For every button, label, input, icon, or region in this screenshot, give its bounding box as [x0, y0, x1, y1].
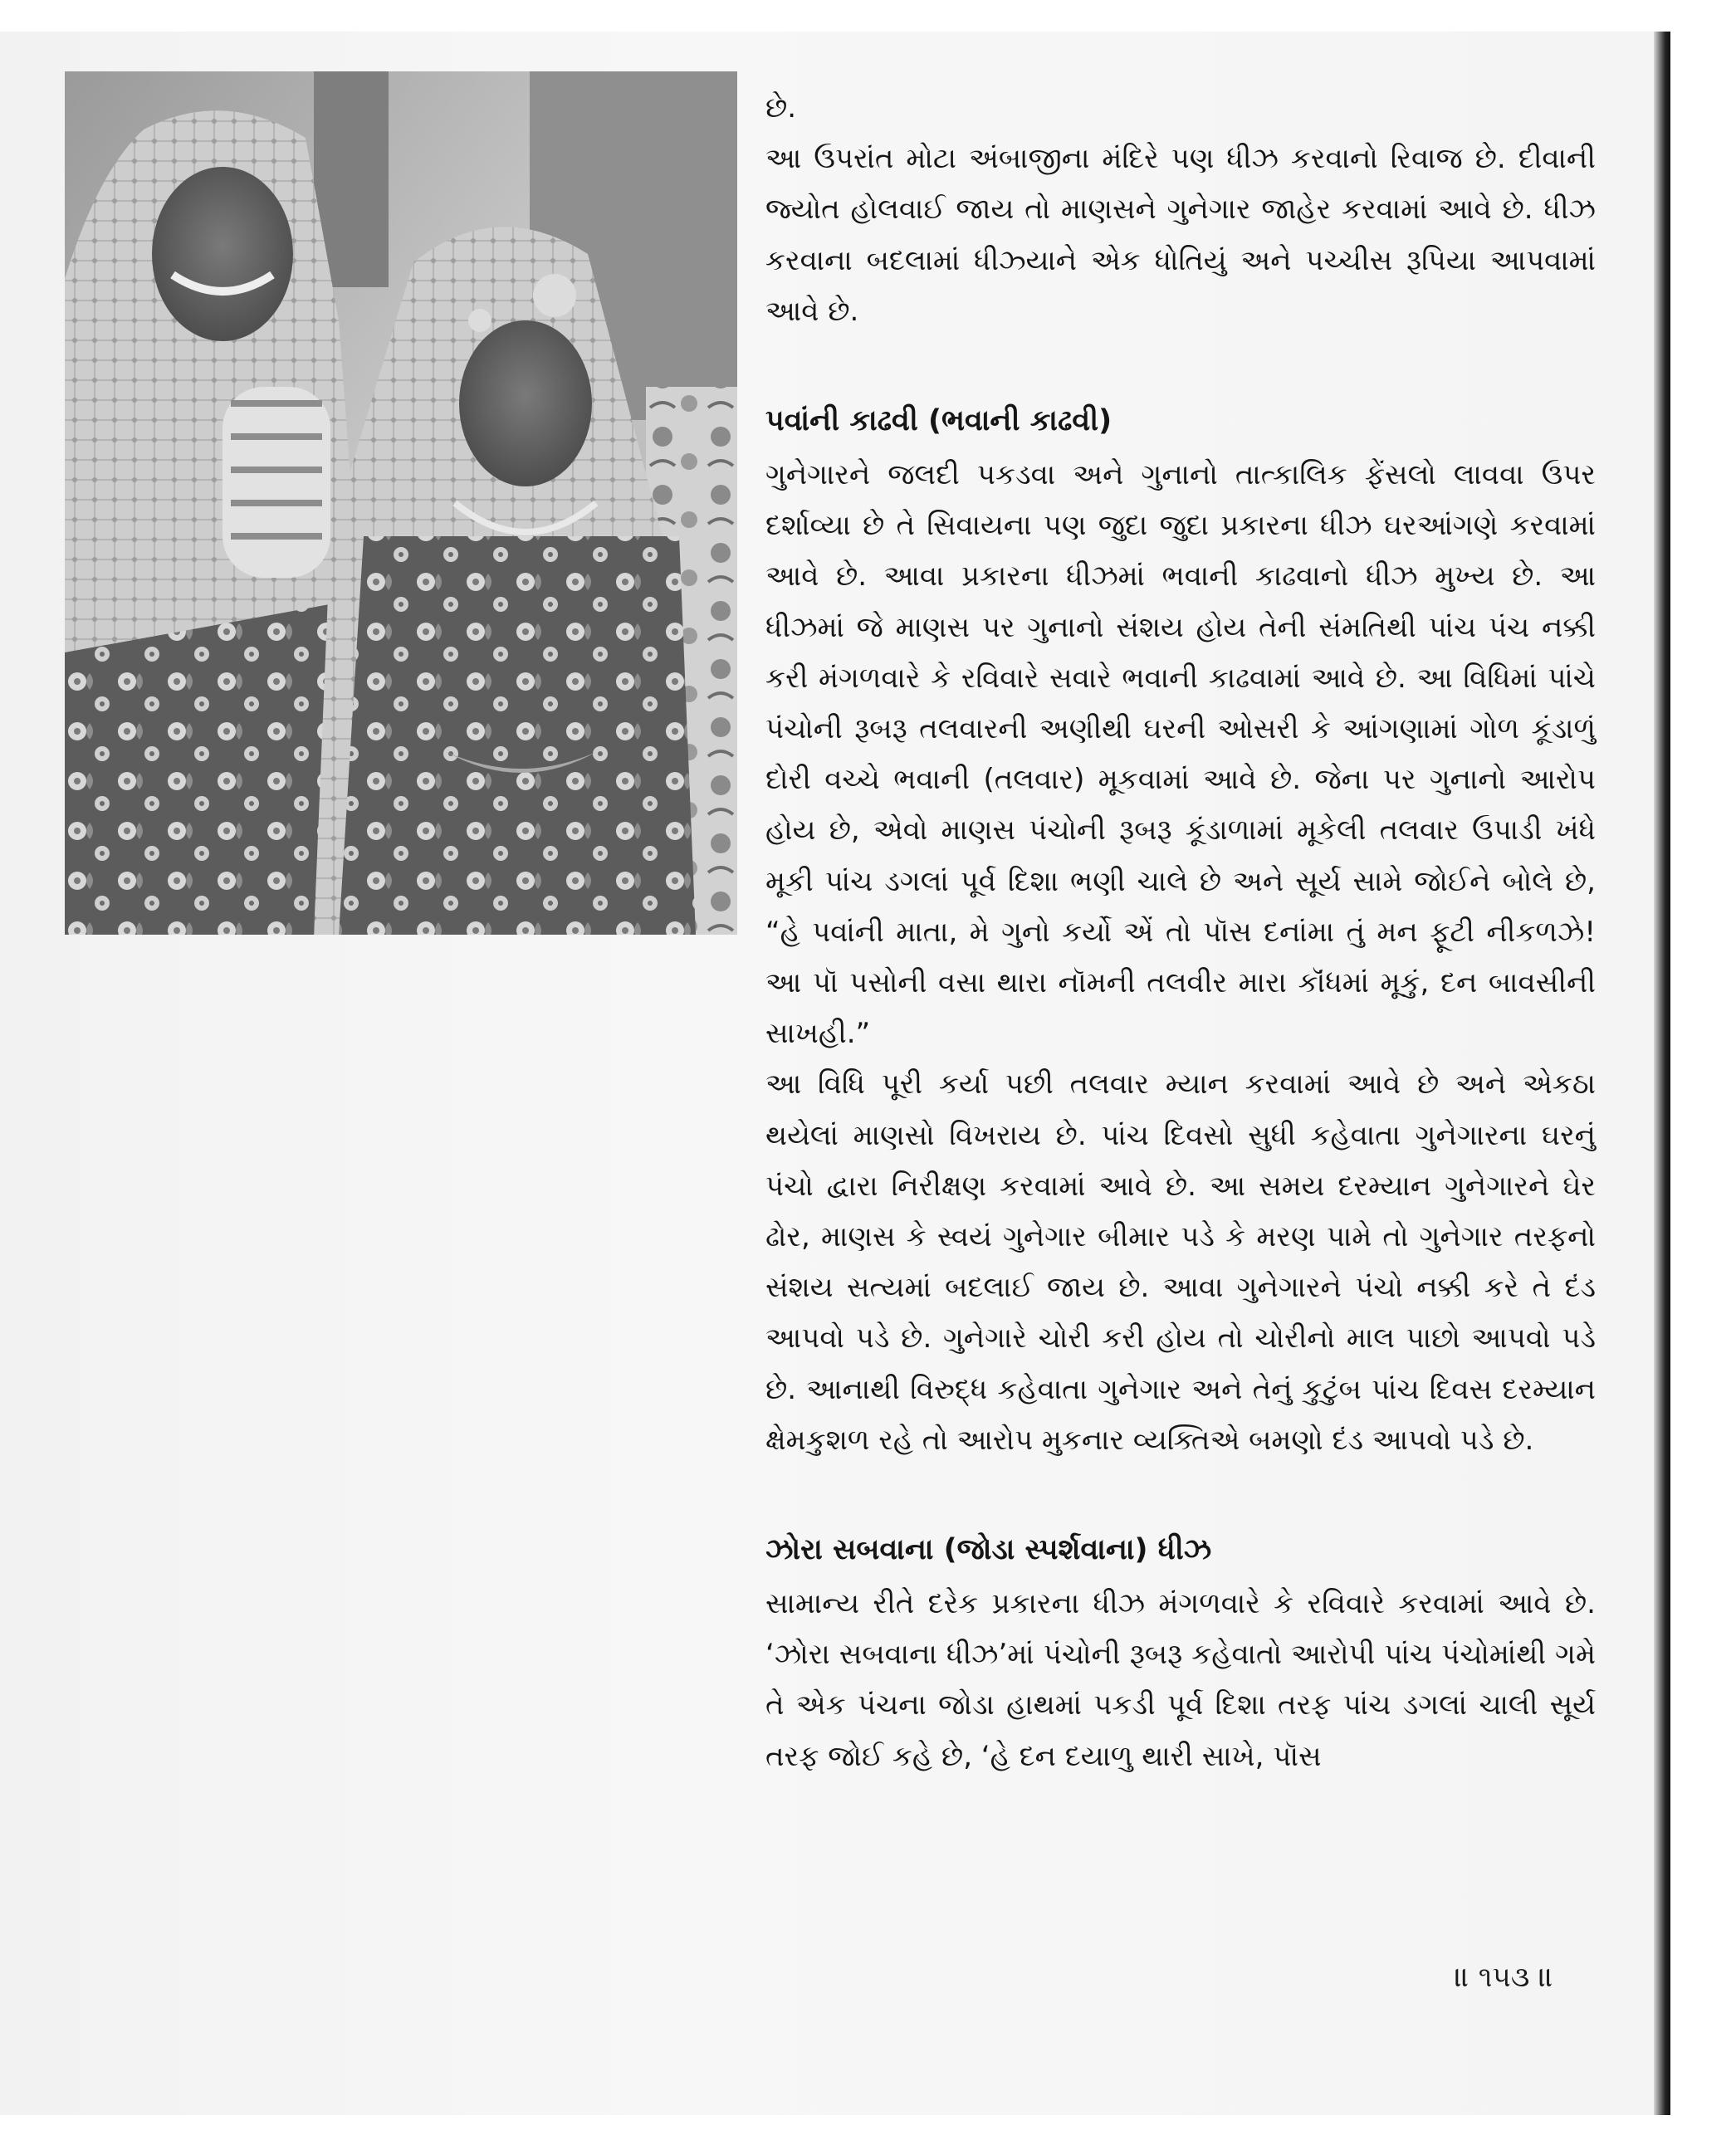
page-edge-shadow: [1654, 32, 1670, 2115]
section-1-paragraph-0: ગુનેગારને જલદી પકડવા અને ગુનાનો તાત્કાલિક ફેંસલો લાવવા ઉપર દર્શાવ્યા છે તે સિવાયના પણ જુદા જુદા પ્રકારના ધીઝ ઘરઆંગણે કરવામાં આવે છે. આવા પ્રકારના ધીઝમાં ભવાની કાઢવાનો ધીઝ મુખ્ય છે. આ ધીઝમાં જે માણસ પર ગુનાનો સંશય હોય તેની સંમતિથી પાંચ પંચ નક્કી કરી મંગળવારે કે રવિવારે સવારે ભવાની કાઢવામાં આવે છે. આ વિધિમાં પાંચે પંચોની રૂબરૂ તલવારની અણીથી ઘરની ઓસરી કે આંગણામાં ગોળ કૂંડાળું દોરી વચ્ચે ભવાની (તલવાર) મૂકવામાં આવે છે. જેના પર ગુનાનો આરોપ હોય છે, એવો માણસ પંચોની રૂબરૂ કૂંડાળામાં મૂકેલી તલવાર ઉપાડી ખંધે મૂકી પાંચ ડગલાં પૂર્વ દિશા ભણી ચાલે છે અને સૂર્ય સામે જોઈને બોલે છે, “હે પવાંની માતા, મે ગુનો કર્યો એં તો પૉસ દનાંમા તું મન ફૂટી નીકળઝે! આ પૉ પસોની વસા થારા નૉમની તલવીર મારા કૉંધમાં મૂકું, દન બાવસીની સાખહી.”: [765, 458, 1596, 1051]
section-0-paragraph-0: છે.: [765, 91, 797, 125]
section-1-paragraph-1: આ વિધિ પૂરી કર્યા પછી તલવાર મ્યાન કરવામાં આવે છે અને એકઠા થયેલાં માણસો વિખરાય છે. પાંચ દિવસો સુધી કહેવાતા ગુનેગારના ઘરનું પંચો દ્વારા નિરીક્ષણ કરવામાં આવે છે. આ સમય દરમ્યાન ગુનેગારને ઘેર ઢોર, માણસ કે સ્વયં ગુનેગાર બીમાર પડે કે મરણ પામે તો ગુનેગાર તરફનો સંશય સત્યમાં બદલાઈ જાય છે. આવા ગુનેગારને પંચો નક્કી કરે તે દંડ આપવો પડે છે. ગુનેગારે ચોરી કરી હોય તો ચોરીનો માલ પાછો આપવો પડે છે. આનાથી વિરુદ્ધ કહેવાતા ગુનેગાર અને તેનું કુટુંબ પાંચ દિવસ દરમ્યાન ક્ષેમકુશળ રહે તો આરોપ મુકનાર વ્યક્તિએ બમણો દંડ આપવો પડે છે.: [765, 1067, 1596, 1457]
photo-two-women: [65, 71, 737, 935]
section-heading-bhavani: પવાંની કાઢવી (ભવાની કાઢવી): [765, 404, 1113, 438]
section-heading-jora: ઝોરા સબવાના (જોડા સ્પર્શવાના) ધીઝ: [765, 1533, 1212, 1567]
section-2-paragraph-0: સામાન્ય રીતે દરેક પ્રકારના ધીઝ મંગળવારે કે રવિવારે કરવામાં આવે છે. ‘ઝોરા સબવાના ધીઝ’માં પંચોની રૂબરૂ કહેવાતો આરોપી પાંચ પંચોમાંથી ગમે તે એક પંચના જોડા હાથમાં પકડી પૂર્વ દિશા તરફ પાંચ ડગલાં ચાલી સૂર્ય તરફ જોઈ કહે છે, ‘હે દન દયાળુ થારી સાખે, પૉસ: [765, 1587, 1596, 1773]
page-number: ॥ ૧૫૩ ॥: [1455, 1961, 1554, 1994]
photo-illustration: [65, 71, 737, 935]
article-text: [765, 83, 1596, 1782]
section-0-paragraph-1: આ ઉપરાંત મોટા અંબાજીના મંદિરે પણ ધીઝ કરવાનો રિવાજ છે. દીવાની જ્યોત હોલવાઈ જાય તો માણસને ગુનેગાર જાહેર કરવામાં આવે છે. ધીઝ કરવાના બદલામાં ધીઝ્યાને એક ધોતિયું અને પચ્ચીસ રૂપિયા આપવામાં આવે છે.: [765, 142, 1596, 328]
